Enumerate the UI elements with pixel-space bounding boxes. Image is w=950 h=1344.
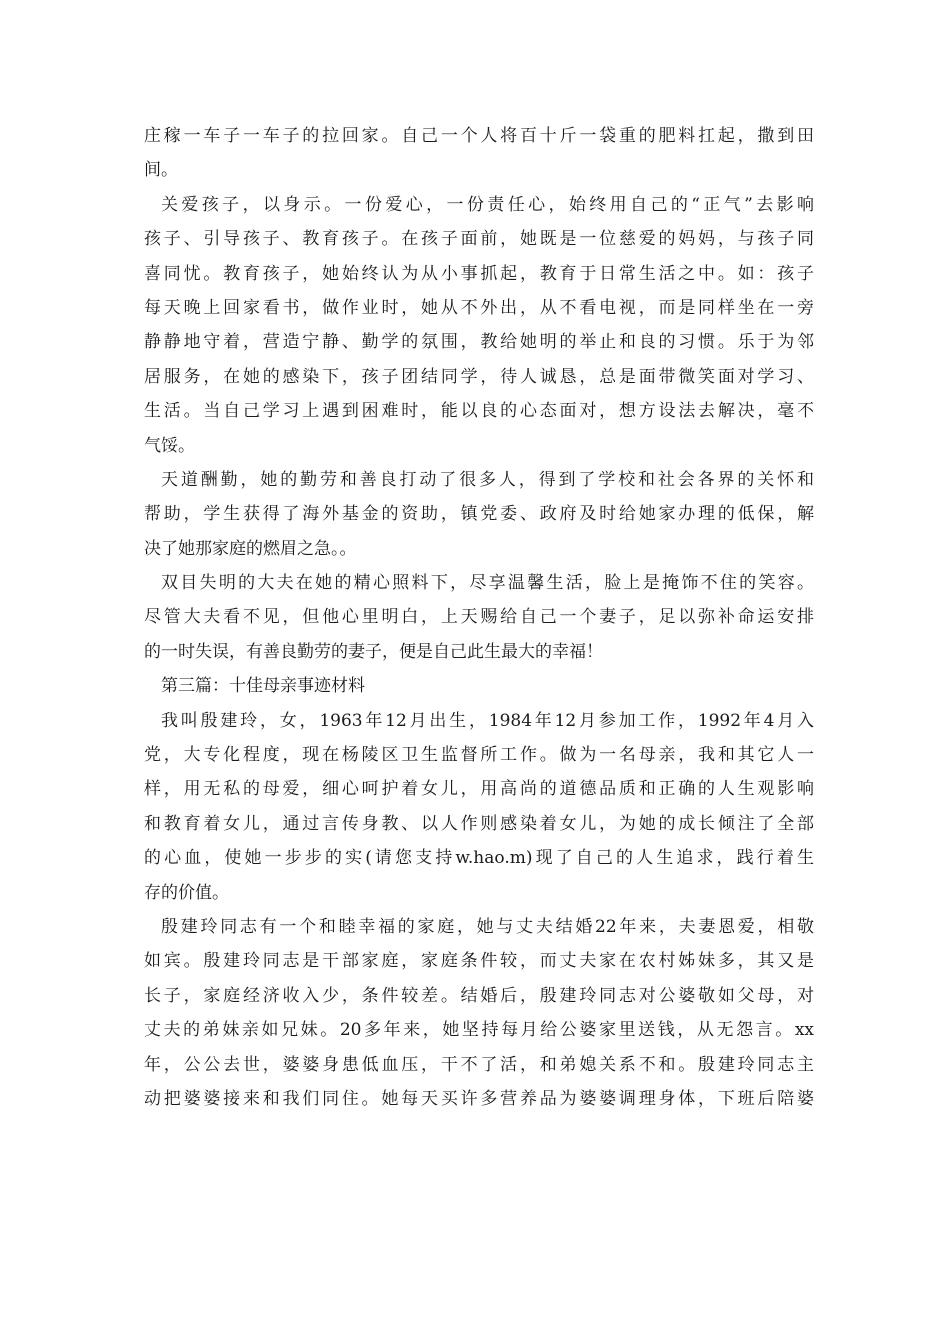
- text-line: 间。: [144, 160, 178, 181]
- text-line: 的一时失误，有善良勤劳的妻子，便是自己此生最大的幸福！: [144, 641, 603, 662]
- text-line: 静静地守着，营造宁静、勤学的氛围，教给她明的举止和良的习惯。乐于为邻: [144, 332, 814, 353]
- text-line: 我叫殷建玲，女，1963年12月出生，1984年12月参加工作，1992年4月入: [161, 710, 814, 731]
- text-line: 孩子、引导孩子、教育孩子。在孩子面前，她既是一位慈爱的妈妈，与孩子同: [144, 229, 814, 250]
- text-line: 居服务，在她的感染下，孩子团结同学，待人诚恳，总是面带微笑面对学习、: [144, 366, 814, 387]
- text-line: 殷建玲同志有一个和睦幸福的家庭，她与丈夫结婚22年来，夫妻恩爱，相敬: [161, 916, 814, 937]
- text-line: 动把婆婆接来和我们同住。她每天买许多营养品为婆婆调理身体，下班后陪婆: [144, 1088, 814, 1109]
- document-body: [144, 119, 814, 1116]
- text-line: 长子，家庭经济收入少，条件较差。结婚后，殷建玲同志对公婆敬如父母，对: [144, 985, 814, 1006]
- text-line: 庄稼一车子一车子的拉回家。自己一个人将百十斤一袋重的肥料扛起，撒到田: [144, 126, 814, 146]
- text-line: 尽管大夫看不见，但他心里明白，上天赐给自己一个妻子，足以弥补命运安排: [144, 607, 814, 628]
- text-line: 如宾。殷建玲同志是干部家庭，家庭条件较，而丈夫家在农村姊妹多，其又是: [144, 951, 814, 972]
- text-line: 丈夫的弟妹亲如兄妹。20多年来，她坚持每月给公婆家里送钱，从无怨言。xx: [144, 1020, 814, 1041]
- text-line: 天道酬勤，她的勤劳和善良打动了很多人，得到了学校和社会各界的关怀和: [161, 469, 814, 490]
- text-line: 年，公公去世，婆婆身患低血压，干不了活，和弟媳关系不和。殷建玲同志主: [144, 1054, 814, 1075]
- text-line: 存的价值。: [144, 882, 229, 903]
- text-line: 和教育着女儿，通过言传身教、以人作则感染着女儿，为她的成长倾注了全部: [144, 813, 814, 834]
- text-line: 喜同忧。教育孩子，她始终认为从小事抓起，教育于日常生活之中。如：孩子: [144, 263, 814, 284]
- text-line: 第三篇：十佳母亲事迹材料: [161, 676, 365, 697]
- text-line: 样，用无私的母爱，细心呵护着女儿，用高尚的道德品质和正确的人生观影响: [144, 779, 814, 800]
- text-line: 气馁。: [144, 435, 195, 456]
- text-line: 双目失明的大夫在她的精心照料下，尽享温馨生活，脸上是掩饰不住的笑容。: [161, 573, 814, 594]
- text-line: 帮助，学生获得了海外基金的资助，镇党委、政府及时给她家办理的低保，解: [144, 504, 814, 525]
- text-line: 决了她那家庭的燃眉之急。。: [144, 538, 357, 559]
- text-line: 每天晚上回家看书，做作业时，她从不外出，从不看电视，而是同样坐在一旁: [144, 297, 814, 318]
- text-line: 生活。当自己学习上遇到困难时，能以良的心态面对，想方设法去解决，毫不: [144, 401, 814, 422]
- text-line: 党，大专化程度，现在杨陵区卫生监督所工作。做为一名母亲，我和其它人一: [144, 745, 814, 766]
- text-line: 的心血，使她一步步的实(请您支持w.hao.m)现了自己的人生追求，践行着生: [144, 848, 814, 869]
- text-line: 关爱孩子，以身示。一份爱心，一份责任心，始终用自己的“正气”去影响: [161, 194, 814, 215]
